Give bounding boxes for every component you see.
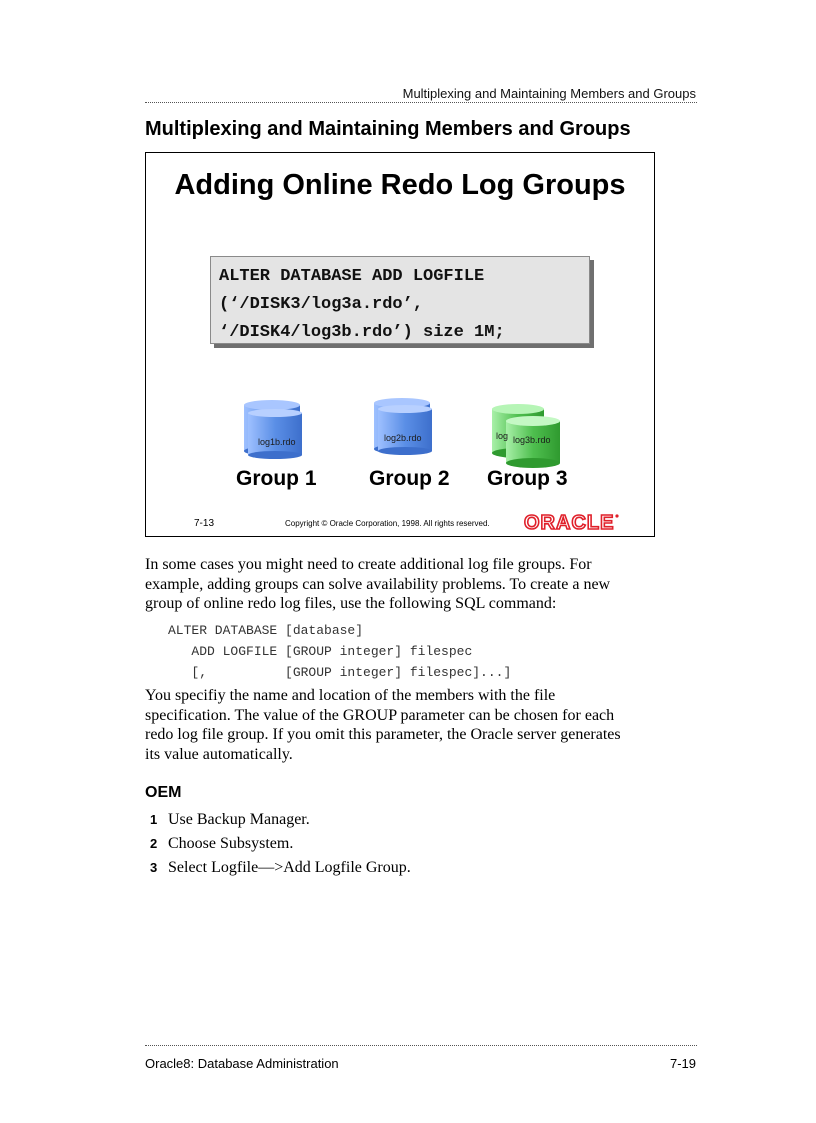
oem-step [150, 856, 411, 880]
group-1-file-label: log1b.rdo [258, 437, 296, 447]
syntax-line: [, [GROUP integer] filespec]...] [168, 665, 512, 680]
syntax-line: ALTER DATABASE [database] [168, 623, 364, 638]
sql-code-line: ‘/DISK4/log3b.rdo’) size 1M; [219, 323, 505, 342]
slide-title: Adding Online Redo Log Groups [174, 169, 626, 201]
group-2-file-label: log2b.rdo [384, 433, 422, 443]
oem-heading: OEM [145, 784, 182, 801]
syntax-code-block [168, 620, 511, 683]
footer-book-title: Oracle8: Database Administration [145, 1056, 339, 1071]
group-3-file-label: log3b.rdo [513, 435, 551, 445]
step-number: 3 [150, 860, 158, 875]
intro-paragraph: In some cases you might need to create additional log file groups. For example, adding groups can solve availability problems. To create a new group of online redo log files, use the following SQL command: [145, 556, 611, 612]
oracle-logo [522, 511, 622, 538]
group-3-label: Group 3 [487, 467, 568, 490]
slide-number: 7-13 [194, 518, 215, 529]
step-text: Select Logfile—>Add Logfile Group. [168, 859, 411, 876]
syntax-line: ADD LOGFILE [GROUP integer] filespec [168, 644, 473, 659]
header-rule [145, 102, 697, 103]
svg-text:ORACLE: ORACLE [524, 512, 615, 533]
explanation-paragraph: You specifiy the name and location of the members with the file specification. The value of the GROUP parameter can be chosen for each redo log file group. If you omit this parameter, the Oracle server generates its value automatically. [145, 687, 621, 763]
step-text: Choose Subsystem. [168, 835, 294, 852]
slide-figure [145, 152, 655, 537]
sql-code-line: (‘/DISK3/log3a.rdo’, [219, 295, 424, 314]
running-header: Multiplexing and Maintaining Members and Groups [402, 86, 696, 101]
group-3-back-file-label: log [496, 431, 509, 441]
oem-step [150, 832, 411, 856]
sql-code-line: ALTER DATABASE ADD LOGFILE [219, 267, 485, 286]
section-title: Multiplexing and Maintaining Members and Groups [145, 118, 631, 140]
footer-page-number: 7-19 [669, 1056, 696, 1071]
copyright-notice: Copyright © Oracle Corporation, 1998. All rights reserved. [285, 519, 490, 528]
oem-steps-list [150, 808, 411, 880]
step-number: 1 [150, 812, 158, 827]
step-text: Use Backup Manager. [168, 811, 310, 828]
group-2-label: Group 2 [369, 467, 450, 490]
step-number: 2 [150, 836, 158, 851]
group-2-disk-icon [372, 397, 436, 462]
oem-step [150, 808, 411, 832]
group-1-label: Group 1 [236, 467, 317, 490]
group-1-disk-icon [242, 399, 306, 464]
footer-rule [145, 1045, 697, 1046]
sql-code-box [210, 256, 590, 344]
